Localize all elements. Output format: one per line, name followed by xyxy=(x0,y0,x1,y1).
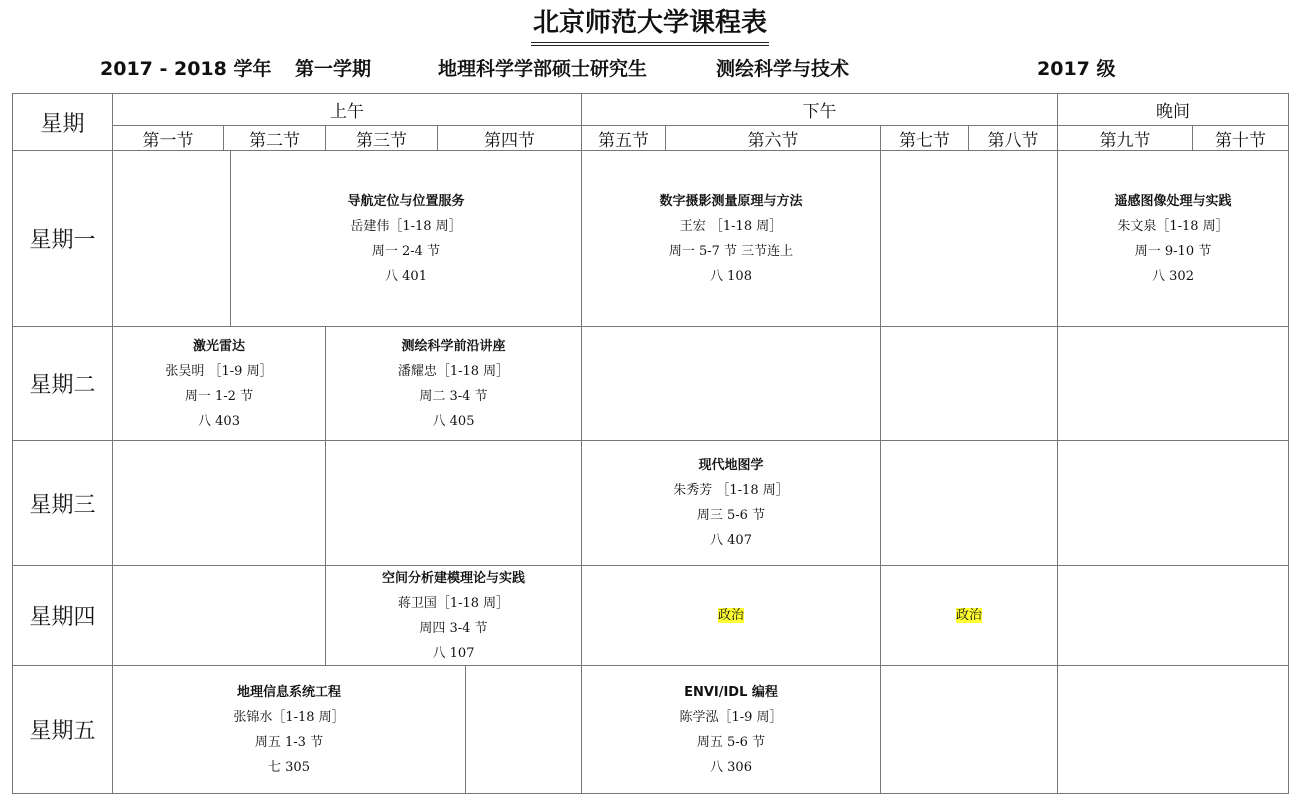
empty-cell xyxy=(1057,326,1289,441)
course-room: 八 405 xyxy=(432,413,475,429)
morning-header: 上午 xyxy=(112,93,582,126)
course-name: ENVI/IDL 编程 xyxy=(684,684,778,700)
period-header: 第六节 xyxy=(665,125,881,151)
day-thursday: 星期四 xyxy=(12,565,113,666)
course-cell xyxy=(581,440,881,566)
course-name: 导航定位与位置服务 xyxy=(347,194,465,209)
day-friday: 星期五 xyxy=(12,665,113,794)
course-name: 政治 xyxy=(955,608,982,623)
empty-cell xyxy=(581,326,881,441)
course-time: 周三 5-6 节 xyxy=(696,508,766,523)
course-name: 测绘科学前沿讲座 xyxy=(401,338,506,354)
major: 测绘科学与技术 xyxy=(716,58,850,80)
course-cell xyxy=(581,565,881,666)
period-header: 第九节 xyxy=(1057,125,1193,151)
course-time: 周一 5-7 节 三节连上 xyxy=(668,244,794,259)
course-teacher: 朱秀芳 ［1-18 周］ xyxy=(673,483,789,498)
course-room: 七 305 xyxy=(268,759,310,775)
course-teacher: 潘耀忠［1-18 周］ xyxy=(397,363,510,379)
course-cell xyxy=(581,150,881,327)
course-cell xyxy=(112,326,326,441)
academic-year: 2017 - 2018 学年 xyxy=(100,58,272,80)
period-header: 第四节 xyxy=(437,125,582,151)
course-room: 八 302 xyxy=(1152,269,1194,284)
empty-cell xyxy=(880,665,1058,794)
empty-cell xyxy=(325,440,582,566)
course-room: 八 403 xyxy=(198,413,240,429)
period-header: 第二节 xyxy=(223,125,326,151)
course-room: 八 401 xyxy=(385,269,427,284)
empty-cell xyxy=(112,150,231,327)
empty-cell xyxy=(880,440,1058,566)
course-teacher: 张吴明 ［1-9 周］ xyxy=(165,363,273,379)
course-room: 八 107 xyxy=(432,645,475,661)
course-time: 周二 3-4 节 xyxy=(419,388,488,404)
course-name: 激光雷达 xyxy=(192,338,245,354)
course-teacher: 王宏 ［1-18 周］ xyxy=(679,219,783,234)
course-name: 现代地图学 xyxy=(698,458,764,473)
course-name: 遥感图像处理与实践 xyxy=(1114,194,1232,209)
course-time: 周一 9-10 节 xyxy=(1134,244,1212,259)
empty-cell xyxy=(880,326,1058,441)
course-cell xyxy=(325,565,582,666)
empty-cell xyxy=(465,665,582,794)
course-time: 周五 1-3 节 xyxy=(254,734,324,750)
empty-cell xyxy=(112,565,326,666)
course-time: 周五 5-6 节 xyxy=(696,734,766,750)
course-cell xyxy=(1057,150,1289,327)
period-header: 第一节 xyxy=(112,125,224,151)
period-header: 第三节 xyxy=(325,125,438,151)
period-header: 第五节 xyxy=(581,125,666,151)
term: 第一学期 xyxy=(295,58,372,80)
empty-cell xyxy=(1057,440,1289,566)
department: 地理科学学部硕士研究生 xyxy=(438,58,648,80)
course-time: 周四 3-4 节 xyxy=(419,620,488,636)
empty-cell xyxy=(1057,665,1289,794)
course-teacher: 朱文泉［1-18 周］ xyxy=(1117,219,1229,234)
empty-cell xyxy=(1057,565,1289,666)
evening-header: 晚间 xyxy=(1057,93,1289,126)
course-cell xyxy=(230,150,582,327)
period-header: 第十节 xyxy=(1192,125,1289,151)
course-cell xyxy=(880,565,1058,666)
period-header: 第七节 xyxy=(880,125,969,151)
course-room: 八 407 xyxy=(710,533,752,548)
day-wednesday: 星期三 xyxy=(12,440,113,566)
course-name: 地理信息系统工程 xyxy=(236,684,341,700)
empty-cell xyxy=(112,440,326,566)
page-title: 北京师范大学课程表 xyxy=(0,2,1300,46)
course-room: 八 306 xyxy=(710,759,752,775)
course-teacher: 岳建伟［1-18 周］ xyxy=(350,219,462,234)
empty-cell xyxy=(880,150,1058,327)
course-cell xyxy=(581,665,881,794)
course-cell xyxy=(112,665,466,794)
course-teacher: 陈学泓［1-9 周］ xyxy=(679,709,783,725)
course-time: 周一 1-2 节 xyxy=(184,388,254,404)
course-teacher: 张锦水［1-18 周］ xyxy=(233,709,345,725)
weekday-header: 星期 xyxy=(12,93,113,151)
period-header: 第八节 xyxy=(968,125,1058,151)
day-tuesday: 星期二 xyxy=(12,326,113,441)
course-teacher: 蒋卫国［1-18 周］ xyxy=(397,595,510,611)
course-room: 八 108 xyxy=(710,269,752,284)
course-name: 数字摄影测量原理与方法 xyxy=(659,194,803,209)
afternoon-header: 下午 xyxy=(581,93,1058,126)
day-monday: 星期一 xyxy=(12,150,113,327)
course-name: 空间分析建模理论与实践 xyxy=(381,570,525,586)
course-cell xyxy=(325,326,582,441)
course-name: 政治 xyxy=(717,608,744,623)
grade: 2017 级 xyxy=(1037,58,1116,80)
course-time: 周一 2-4 节 xyxy=(371,244,441,259)
